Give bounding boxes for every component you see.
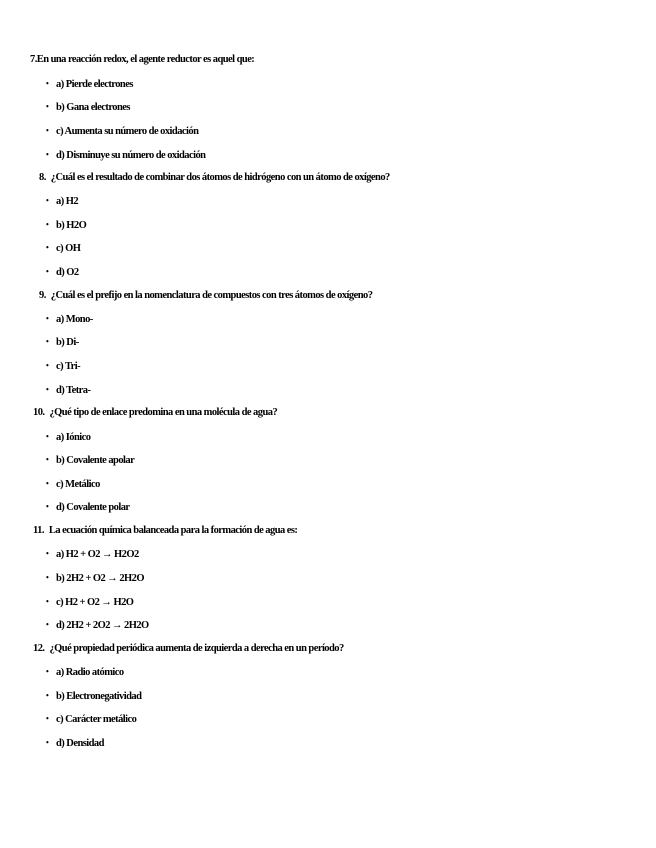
answer-option: [46, 241, 80, 256]
bullet-icon: •: [46, 79, 49, 88]
question-number: 8.: [39, 172, 46, 183]
question-text: En una reacción redox, el agente reductor es aquel que:: [36, 54, 255, 65]
option-text: a) Pierde electrones: [56, 79, 133, 90]
option-text: c) OH: [56, 243, 81, 254]
bullet-icon: •: [46, 314, 49, 323]
answer-option: [46, 77, 133, 92]
option-text: b) Di-: [56, 337, 79, 348]
answer-option: [46, 194, 78, 209]
question-10: [30, 406, 277, 420]
bullet-icon: •: [46, 220, 49, 229]
option-text: d) Covalente polar: [56, 502, 130, 513]
answer-option: [46, 218, 86, 233]
bullet-icon: •: [46, 691, 49, 700]
question-text: ¿Qué propiedad periódica aumenta de izquierda a derecha en un período?: [49, 643, 344, 654]
bullet-icon: •: [46, 150, 49, 159]
answer-option: [46, 665, 124, 680]
option-text: b) Electronegatividad: [56, 691, 142, 702]
answer-option: [46, 383, 90, 398]
bullet-icon: •: [46, 385, 49, 394]
answer-option: [46, 124, 198, 139]
bullet-icon: •: [46, 455, 49, 464]
option-text: c) Carácter metálico: [56, 714, 137, 725]
bullet-icon: •: [46, 267, 49, 276]
option-text: b) Covalente apolar: [56, 455, 135, 466]
question-12: [30, 642, 344, 656]
bullet-icon: •: [46, 620, 49, 629]
answer-option: [46, 712, 136, 727]
option-text: b) H2O: [56, 220, 87, 231]
option-text: d) O2: [56, 267, 79, 278]
option-text: a) Mono-: [56, 314, 93, 325]
option-text: c) Aumenta su número de oxidación: [56, 126, 199, 137]
bullet-icon: •: [46, 479, 49, 488]
bullet-icon: •: [46, 196, 49, 205]
bullet-icon: •: [46, 549, 49, 558]
bullet-icon: •: [46, 502, 49, 511]
answer-option: [46, 430, 90, 445]
option-text: b) 2H2 + O2 → 2H2O: [56, 573, 144, 584]
answer-option: [46, 335, 79, 350]
answer-option: [46, 453, 134, 468]
answer-option: [46, 265, 79, 280]
option-text: d) Tetra-: [56, 385, 91, 396]
answer-option: [46, 571, 144, 586]
option-text: d) Disminuye su número de oxidación: [56, 150, 206, 161]
option-text: d) Densidad: [56, 738, 104, 749]
answer-option: [46, 595, 133, 610]
bullet-icon: •: [46, 667, 49, 676]
bullet-icon: •: [46, 337, 49, 346]
bullet-icon: •: [46, 432, 49, 441]
option-text: c) H2 + O2 → H2O: [56, 597, 134, 608]
question-number: 9.: [39, 290, 46, 301]
question-text: ¿Cuál es el prefijo en la nomenclatura de compuestos con tres átomos de oxígeno?: [50, 290, 373, 301]
question-8: [30, 171, 390, 185]
question-9: [30, 289, 372, 303]
option-text: a) Iónico: [56, 432, 91, 443]
answer-option: [46, 359, 80, 374]
bullet-icon: •: [46, 126, 49, 135]
answer-option: [46, 618, 149, 633]
question-7: [30, 53, 254, 67]
answer-option: [46, 148, 205, 163]
bullet-icon: •: [46, 738, 49, 747]
question-text: La ecuación química balanceada para la formación de agua es:: [48, 525, 298, 536]
bullet-icon: •: [46, 361, 49, 370]
bullet-icon: •: [46, 597, 49, 606]
question-number: 12.: [33, 643, 45, 654]
bullet-icon: •: [46, 714, 49, 723]
option-text: c) Metálico: [56, 479, 100, 490]
bullet-icon: •: [46, 102, 49, 111]
option-text: a) H2: [56, 196, 79, 207]
answer-option: [46, 736, 104, 751]
answer-option: [46, 689, 141, 704]
question-number: 7.: [30, 54, 37, 65]
answer-option: [46, 500, 130, 515]
answer-option: [46, 477, 100, 492]
question-number: 10.: [33, 407, 45, 418]
bullet-icon: •: [46, 573, 49, 582]
bullet-icon: •: [46, 243, 49, 252]
question-number: 11.: [33, 525, 44, 536]
question-text: ¿Cuál es el resultado de combinar dos átomos de hidrógeno con un átomo de oxígeno?: [50, 172, 390, 183]
option-text: a) Radio atómico: [56, 667, 124, 678]
answer-option: [46, 312, 93, 327]
option-text: c) Tri-: [56, 361, 81, 372]
answer-option: [46, 100, 130, 115]
answer-option: [46, 547, 139, 562]
option-text: d) 2H2 + 2O2 → 2H2O: [56, 620, 149, 631]
option-text: b) Gana electrones: [56, 102, 130, 113]
question-11: [30, 524, 297, 538]
option-text: a) H2 + O2 → H2O2: [56, 549, 139, 560]
question-text: ¿Qué tipo de enlace predomina en una molécula de agua?: [49, 407, 278, 418]
